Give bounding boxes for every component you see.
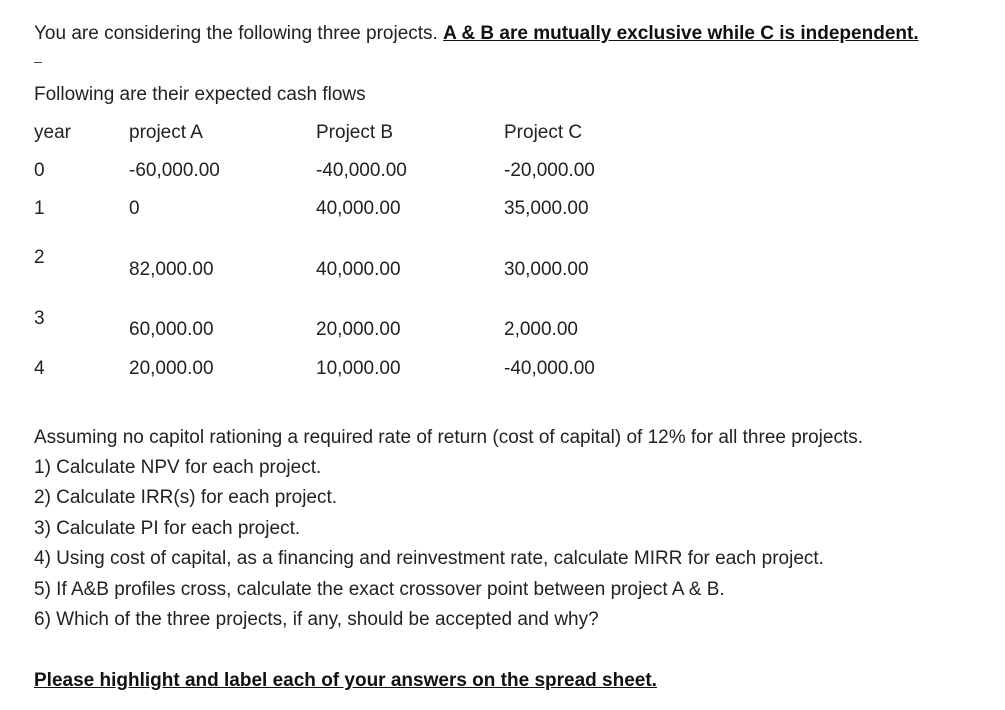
intro-text: You are considering the following three projects. [34,23,444,44]
dash-mark [34,62,42,63]
header-project-b: Project B [316,122,394,143]
intro-paragraph [34,23,919,45]
project-b-cell: -40,000.00 [316,160,407,181]
question-item: 6) Which of the three projects, if any, should be accepted and why? [34,609,599,630]
year-cell: 3 [34,308,45,329]
project-a-cell: 20,000.00 [129,358,214,379]
project-c-cell: -20,000.00 [504,160,595,181]
cash-flow-subheading: Following are their expected cash flows [34,84,366,105]
question-item: 4) Using cost of capital, as a financing and reinvestment rate, calculate MIRR for each project. [34,548,824,569]
question-item: 2) Calculate IRR(s) for each project. [34,487,338,508]
header-project-a: project A [129,122,203,143]
project-b-cell: 20,000.00 [316,319,401,340]
question-item: 3) Calculate PI for each project. [34,518,301,539]
project-c-cell: 35,000.00 [504,198,589,219]
year-cell: 4 [34,358,45,379]
project-a-cell: 0 [129,198,140,219]
project-b-cell: 10,000.00 [316,358,401,379]
year-cell: 2 [34,247,45,268]
project-c-cell: -40,000.00 [504,358,595,379]
project-c-cell: 2,000.00 [504,319,578,340]
year-cell: 0 [34,160,45,181]
question-item: 1) Calculate NPV for each project. [34,457,322,478]
question-item: 5) If A&B profiles cross, calculate the exact crossover point between project A & B. [34,579,725,600]
header-project-c: Project C [504,122,583,143]
assumption-text: Assuming no capitol rationing a required rate of return (cost of capital) of 12% for all three projects. [34,427,864,448]
project-c-cell: 30,000.00 [504,259,589,280]
project-a-cell: 82,000.00 [129,259,214,280]
project-a-cell: -60,000.00 [129,160,220,181]
year-cell: 1 [34,198,45,219]
project-a-cell: 60,000.00 [129,319,214,340]
intro-emphasis: A & B are mutually exclusive while C is independent. [443,23,919,44]
header-year: year [34,122,71,143]
footer-instruction: Please highlight and label each of your answers on the spread sheet. [34,670,657,691]
project-b-cell: 40,000.00 [316,259,401,280]
project-b-cell: 40,000.00 [316,198,401,219]
